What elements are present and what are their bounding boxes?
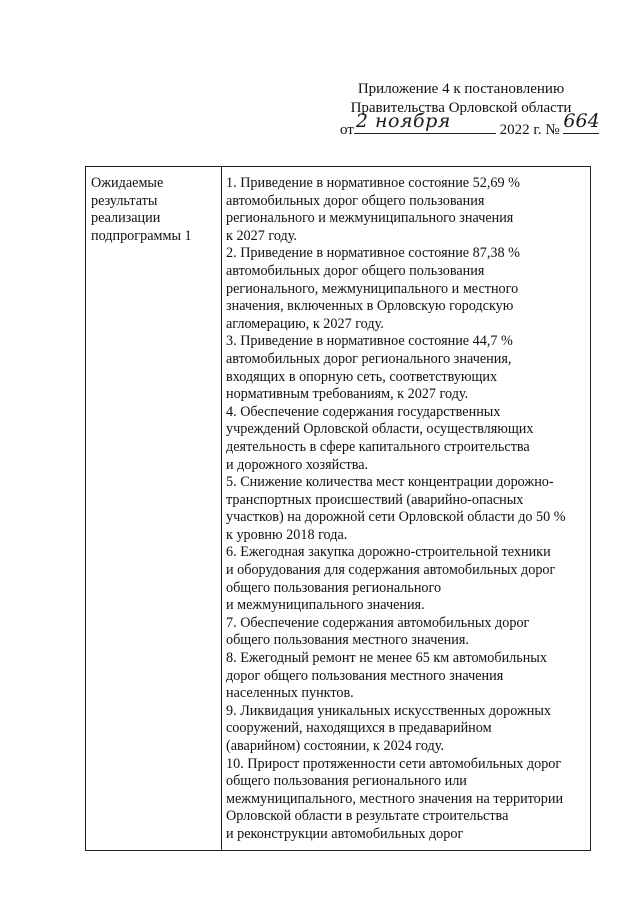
list-item-line: 5. Снижение количества мест концентрации дорожно- [226,474,554,491]
list-item-line: населенных пунктов. [226,685,354,702]
list-item-line: нормативным требованиям, к 2027 году. [226,386,469,403]
list-item-line: к уровню 2018 года. [226,526,348,543]
label-line: подпрограммы 1 [91,227,192,244]
list-item [226,756,587,844]
list-item-line: автомобильных дорог регионального значения, [226,350,512,367]
list-item-line: автомобильных дорог общего пользования [226,192,485,209]
date-year: 2022 г. № [499,122,560,138]
list-item [226,175,587,245]
results-table [85,166,591,851]
list-item-line: агломерацию, к 2027 году. [226,315,384,332]
label-line: реализации [91,210,161,227]
list-item-line: дорог общего пользования местного значения [226,667,504,684]
list-item-line: участков) на дорожной сети Орловской области до 50 % [226,509,566,526]
label-line: Ожидаемые [91,175,164,191]
header-line-2: Правительства Орловской области [350,100,572,116]
list-item-line: 8. Ежегодный ремонт не менее 65 км автомобильных [226,650,547,667]
list-item-line: сооружений, находящихся в предаварийном [226,720,492,737]
list-item [226,544,587,614]
list-item-line: общего пользования регионального или [226,773,467,790]
row-content-cell [222,167,591,851]
list-item-line: регионального и межмуниципального значения [226,210,514,227]
list-item-line: входящих в опорную сеть, соответствующих [226,368,498,385]
list-item-line: межмуниципального, местного значения на территории [226,790,564,807]
list-item-line: и межмуниципального значения. [226,597,425,614]
date-fill-line [354,110,496,134]
list-item-line: деятельность в сфере капитального строительства [226,438,530,455]
list-item-line: 10. Прирост протяженности сети автомобильных дорог [226,755,562,772]
list-item-line: и дорожного хозяйства. [226,456,369,473]
handwritten-date: 2 ноября [355,110,451,132]
list-item-line: 1. Приведение в нормативное состояние 52,69 % [226,175,520,191]
list-item-line: 9. Ликвидация уникальных искусственных дорожных [226,702,551,719]
list-item-line: к 2027 году. [226,227,297,244]
list-item-line: учреждений Орловской области, осуществляющих [226,421,534,438]
header-date-line [330,110,600,140]
list-item [226,615,587,650]
list-item-line: 4. Обеспечение содержания государственных [226,403,501,420]
handwritten-number: 664 [563,110,600,132]
list-item [226,404,587,474]
date-prefix: от [340,122,354,138]
list-item-line: общего пользования местного значения. [226,632,469,649]
document-header [330,80,600,140]
list-item-line: 2. Приведение в нормативное состояние 87,38 % [226,245,520,262]
list-item [226,333,587,403]
list-item-line: автомобильных дорог общего пользования [226,262,485,279]
list-item [226,650,587,703]
list-item [226,474,587,544]
list-item [226,703,587,756]
list-item-line: 6. Ежегодная закупка дорожно-строительной техники [226,544,551,561]
row-label-cell [86,167,222,851]
table-row [86,167,591,851]
list-item-line: 3. Приведение в нормативное состояние 44,7 % [226,333,513,350]
list-item [226,245,587,333]
label-line: результаты [91,192,158,209]
list-item-line: и реконструкции автомобильных дорог [226,825,464,842]
number-fill-line [563,110,600,134]
list-item-line: значения, включенных в Орловскую городскую [226,298,514,315]
list-item-line: Орловской области в результате строительства [226,808,509,825]
list-item-line: регионального, межмуниципального и местного [226,280,519,297]
list-item-line: 7. Обеспечение содержания автомобильных дорог [226,614,530,631]
header-line-1: Приложение 4 к постановлению [357,81,565,97]
list-item-line: и оборудования для содержания автомобильных дорог [226,562,556,579]
list-item-line: (аварийном) состоянии, к 2024 году. [226,738,444,754]
list-item-line: общего пользования регионального [226,579,442,596]
list-item-line: транспортных происшествий (аварийно-опасных [226,491,524,508]
